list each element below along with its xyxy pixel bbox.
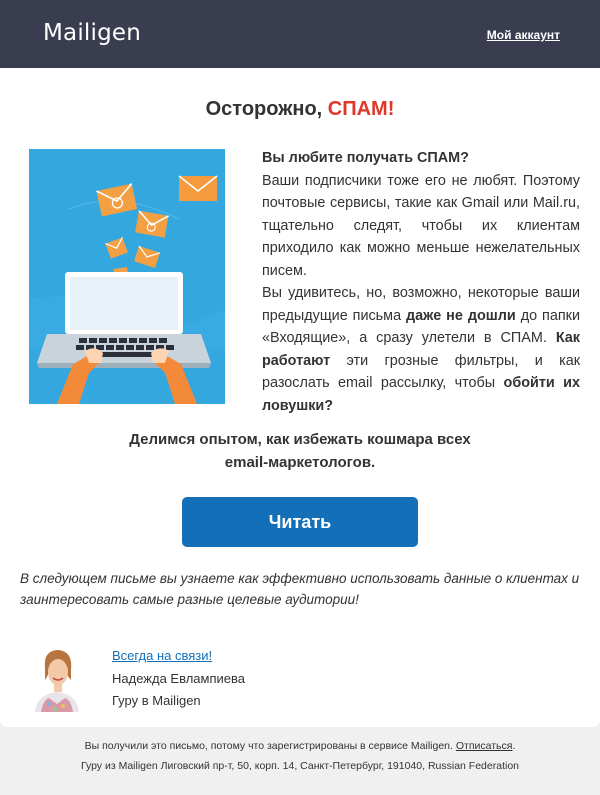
paragraph-1-heading: Вы любите получать СПАМ? (262, 150, 469, 166)
title-spam-highlight: СПАМ! (327, 98, 395, 120)
my-account-link[interactable]: Мой аккаунт (486, 28, 560, 42)
footer-line-1 (0, 736, 600, 756)
laptop-envelopes-illustration (29, 149, 225, 404)
paragraph-2-text: Вы удивитесь, но, возможно, некоторые ваши предыдущие письма (262, 285, 580, 324)
email-header (0, 0, 600, 68)
paragraph-2-bold: даже не дошли (406, 307, 516, 324)
signature-name: Надежда Евлампиева (112, 670, 245, 686)
unsubscribe-link[interactable]: Отписаться (455, 740, 513, 752)
share-line-1: Делимся опытом, как избежать кошмара всех (129, 431, 471, 448)
next-letter-teaser: В следующем письме вы узнаете как эффективно использовать данные о клиентах и заинтересовать самые разные целевые аудитории! (20, 571, 580, 607)
paragraph-1 (262, 147, 580, 282)
email-body (0, 68, 600, 727)
avatar (29, 644, 85, 712)
paragraph-2-bold: обойти их ловушки? (262, 375, 580, 414)
email-title (0, 98, 600, 121)
read-button[interactable]: Читать (182, 497, 418, 547)
paragraph-2-bold: Как работают (262, 330, 580, 369)
illustration-graphic (29, 149, 225, 404)
article-text (262, 147, 580, 417)
share-line-2: email-маркетологов. (224, 454, 376, 471)
signature (112, 645, 245, 713)
footer-notice: Вы получили это письмо, потому что зарегистрированы в сервисе Mailigen. (84, 740, 456, 752)
title-prefix: Осторожно, (205, 98, 328, 120)
share-experience-text (0, 428, 600, 474)
footer-period: . (512, 740, 516, 752)
email-footer (0, 736, 600, 776)
footer-address: Гуру из Mailigen Лиговский пр-т, 50, корп. 14, Санкт-Петербург, 191040, Russian Federation (80, 760, 520, 772)
mailigen-logo[interactable]: Mailigen (43, 20, 142, 46)
avatar-photo (29, 644, 85, 712)
signature-role: Гуру в Mailigen (112, 693, 201, 708)
paragraph-2-text: до папки «Входящие», а сразу улетели в СПАМ. (262, 307, 580, 346)
paragraph-2-text: эти грозные фильтры, и как разослать email рассылку, чтобы (262, 352, 580, 391)
envelope-icon (179, 176, 217, 201)
always-in-touch-link[interactable]: Всегда на связи! (112, 648, 213, 663)
paragraph-1-body: Ваши подписчики тоже его не любят. Поэтому почтовые сервисы, такие как Gmail или Mail.ru, тщательно следят, чтобы их клиентам приходило как можно меньше нежелательных писем. (262, 172, 580, 279)
paragraph-2 (262, 282, 580, 417)
